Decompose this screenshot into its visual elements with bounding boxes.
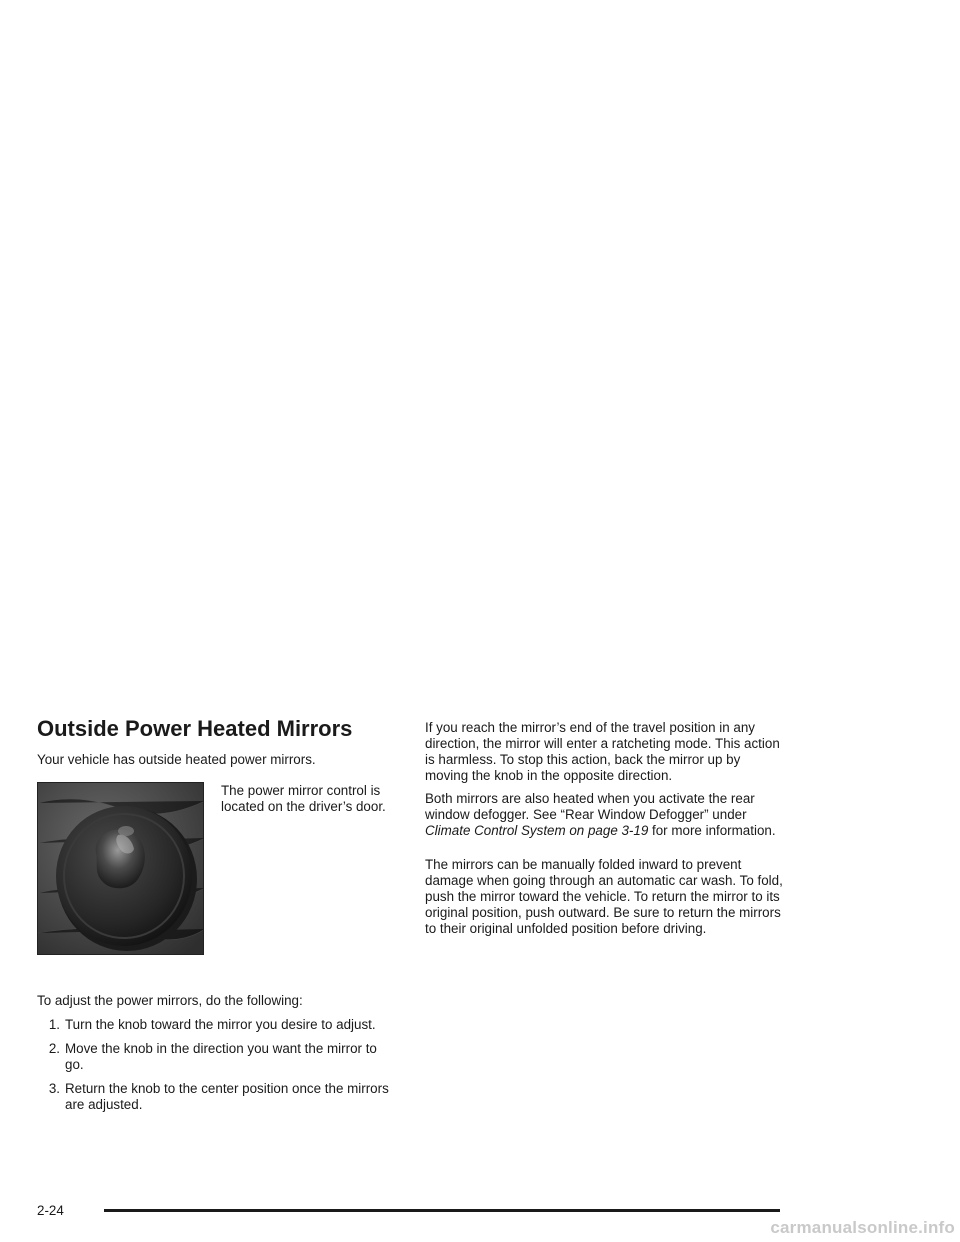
folding-paragraph: The mirrors can be manually folded inward to prevent damage when going through an automatic car wash. To fold, push the mirror toward the vehicle. To return the mirror to its original position, push outward. Be sure to return the mirrors to their original unfolded position before driving. (425, 857, 783, 936)
climate-control-reference: Climate Control System on page 3-19 (425, 823, 649, 838)
adjust-instructions-lead: To adjust the power mirrors, do the following: (37, 993, 303, 1008)
section-title: Outside Power Heated Mirrors (37, 716, 353, 741)
step-text: Move the knob in the direction you want the mirror to go. (65, 1041, 377, 1072)
page-number: 2-24 (37, 1203, 64, 1218)
footer-divider (104, 1209, 780, 1212)
step-text: Turn the knob toward the mirror you desire to adjust. (65, 1017, 376, 1032)
step-number: 3. (48, 1081, 60, 1096)
step-number: 2. (48, 1041, 60, 1056)
heated-text-before: Both mirrors are also heated when you activate the rear window defogger. See “Rear Window Defogger” under (425, 791, 755, 822)
list-item (37, 1017, 397, 1033)
list-item (37, 1081, 397, 1113)
adjustment-steps (37, 1017, 397, 1121)
step-text: Return the knob to the center position once the mirrors are adjusted. (65, 1081, 389, 1112)
mirror-control-photo (37, 782, 204, 955)
figure-caption: The power mirror control is located on the driver’s door. (221, 783, 386, 814)
heated-mirrors-paragraph (425, 791, 785, 839)
site-watermark: carmanualsonline.info (770, 1218, 955, 1237)
step-number: 1. (48, 1017, 60, 1032)
ratcheting-paragraph: If you reach the mirror’s end of the travel position in any direction, the mirror will enter a ratcheting mode. This action is harmless. To stop this action, back the mirror up by moving the knob in the opposite direction. (425, 720, 780, 783)
list-item (37, 1041, 397, 1073)
intro-text: Your vehicle has outside heated power mirrors. (37, 752, 316, 767)
heated-text-after: for more information. (648, 823, 776, 838)
